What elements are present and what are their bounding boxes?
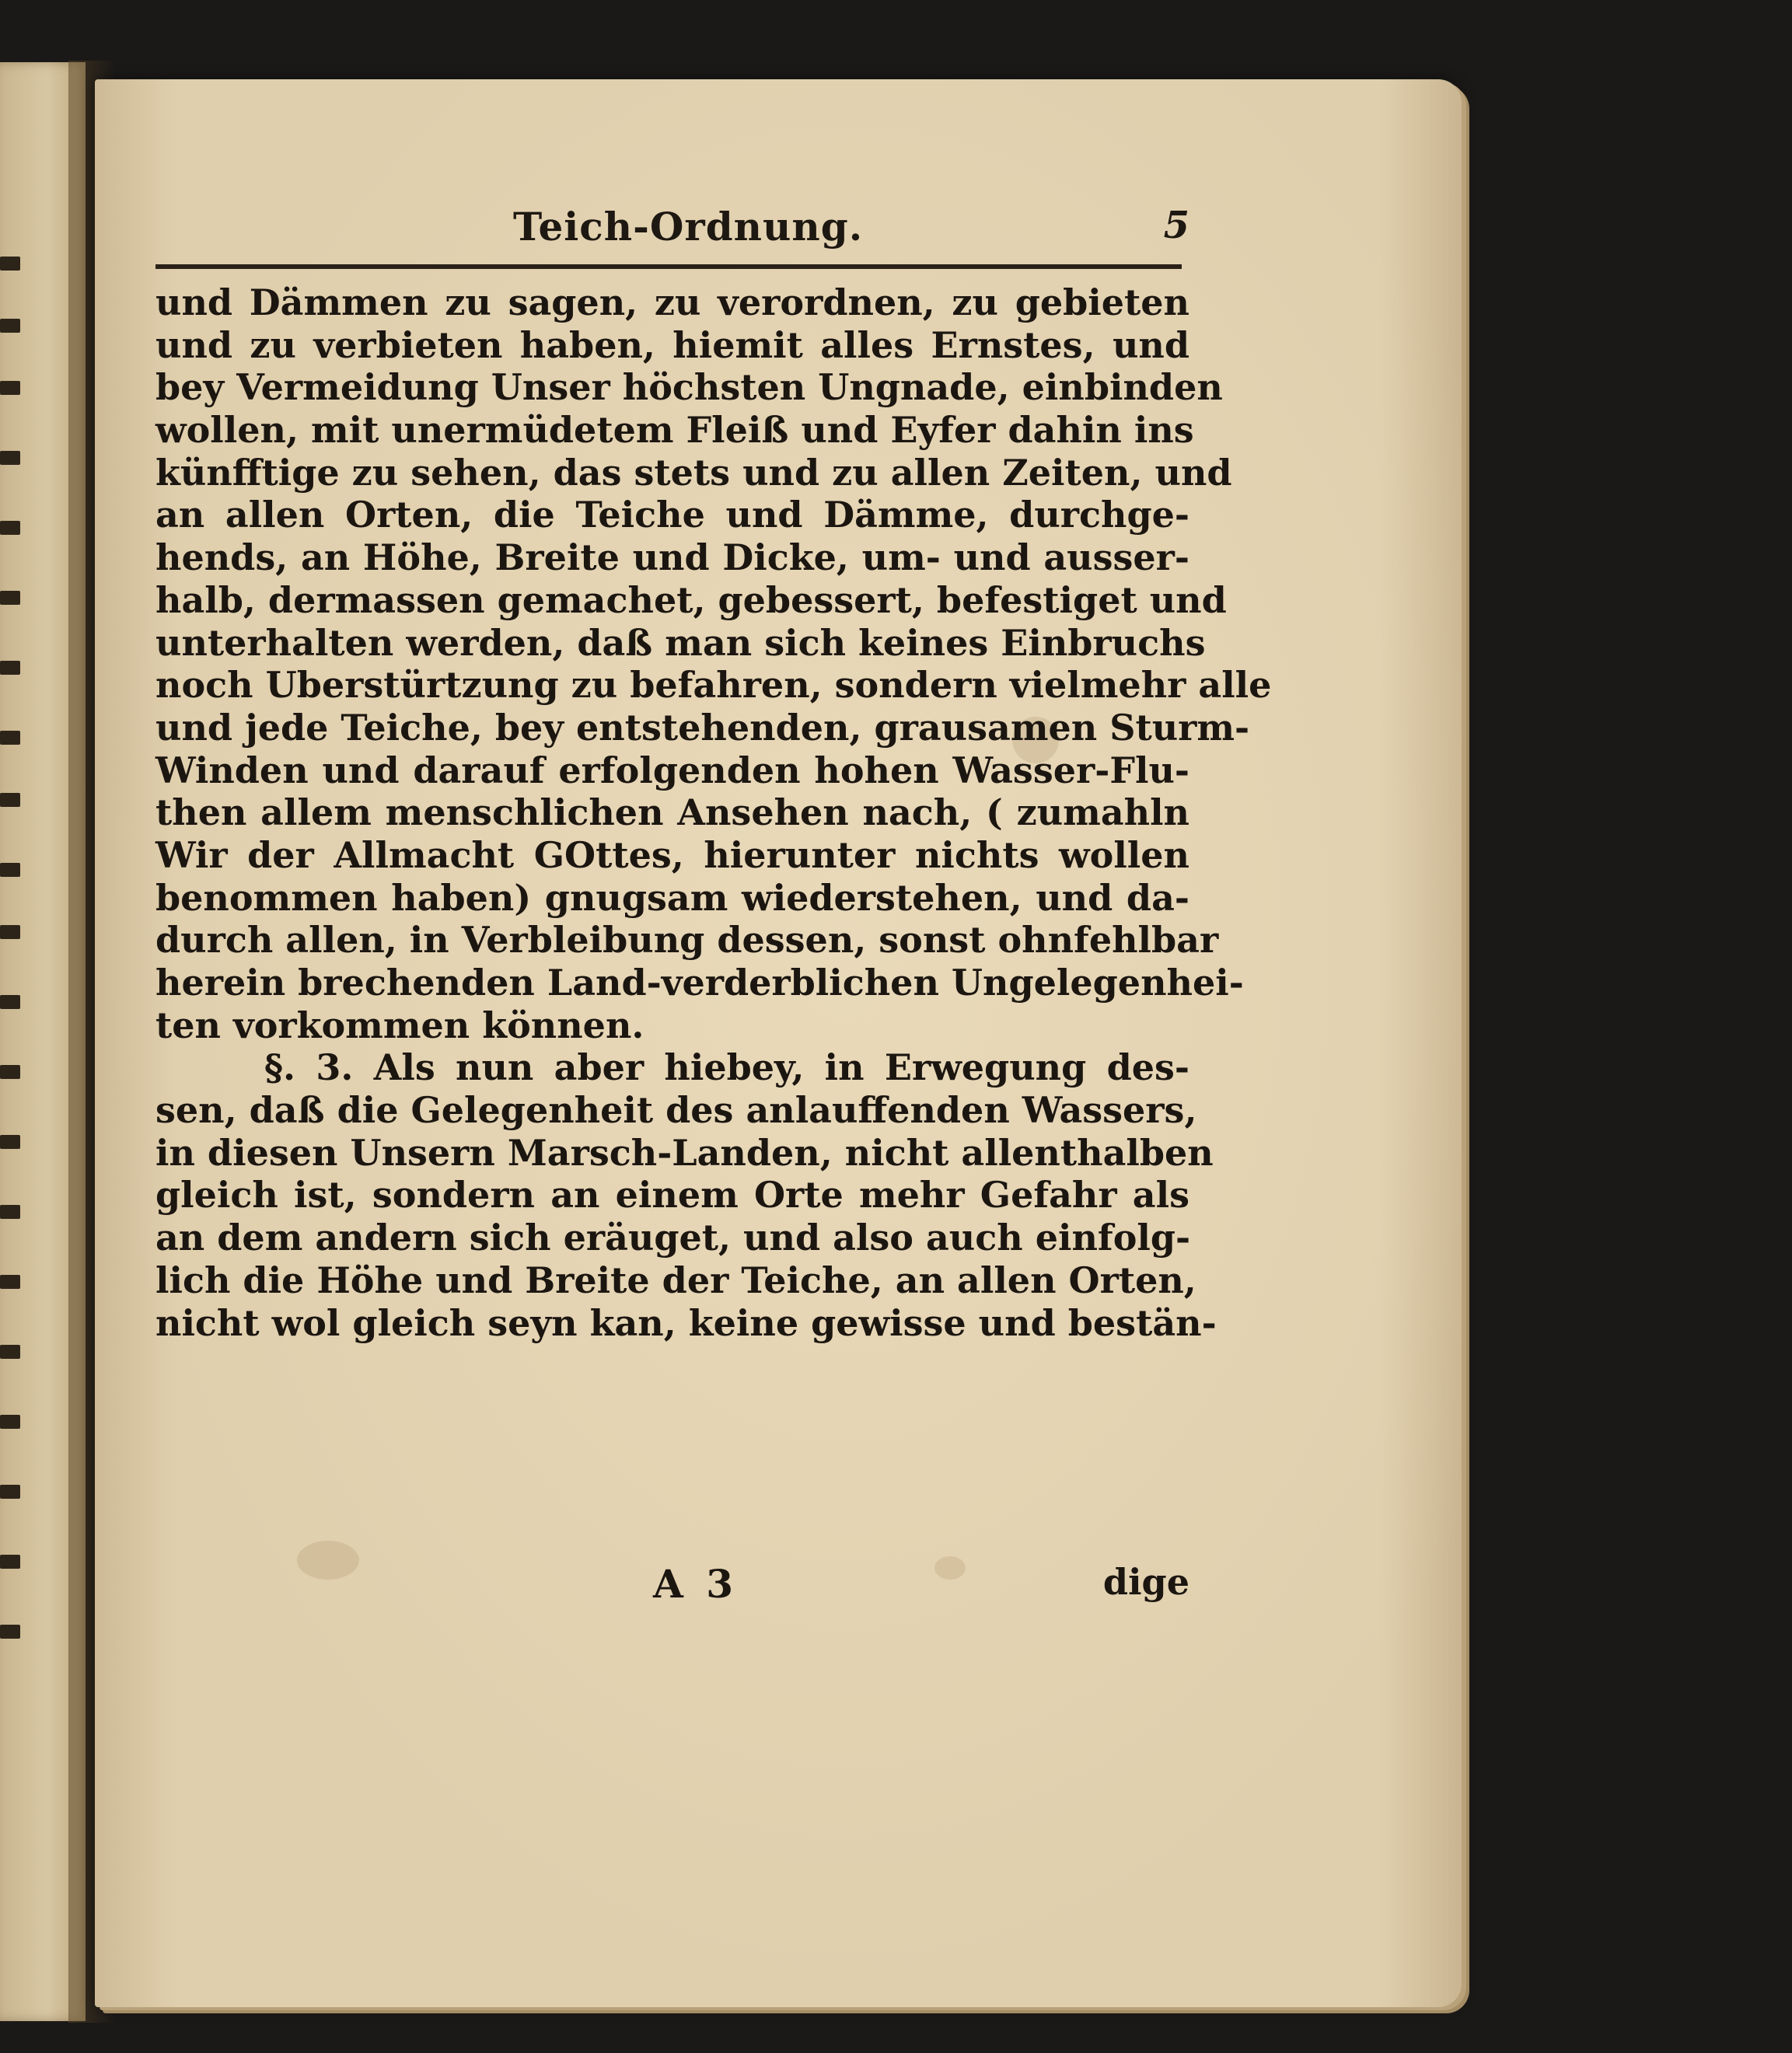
- text-line: halb, dermassen gemachet, gebessert, befestiget und: [155, 578, 1227, 621]
- text-line: an allen Orten, die Teiche und Dämme, durchge-: [155, 494, 1189, 536]
- text-line: und jede Teiche, bey entstehenden, grausamen Sturm-: [155, 706, 1250, 749]
- text-line: durch allen, in Verbleibung dessen, sonst ohnfehlbar: [155, 919, 1219, 962]
- page-header: [155, 204, 1189, 266]
- text-line: benommen haben) gnugsam wiederstehen, und da-: [155, 876, 1189, 919]
- text-line: in diesen Unsern Marsch-Landen, nicht allenthalben: [155, 1131, 1214, 1174]
- page-footer: [155, 1561, 1189, 1615]
- text-line: bey Vermeidung Unser höchsten Ungnade, einbinden: [155, 366, 1223, 409]
- text-line: nicht wol gleich seyn kan, keine gewisse und bestän-: [155, 1301, 1217, 1344]
- running-title: Teich-Ordnung.: [513, 204, 864, 250]
- text-line: künfftige zu sehen, das stets und zu allen Zeiten, und: [155, 451, 1232, 494]
- text-line: und Dämmen zu sagen, zu verordnen, zu gebieten: [155, 281, 1189, 323]
- text-line: hends, an Höhe, Breite und Dicke, um- und ausser-: [155, 536, 1189, 579]
- page-number: 5: [1163, 204, 1189, 247]
- body-text: [155, 281, 1272, 1344]
- text-line: sen, daß die Gelegenheit des anlauffenden Wassers,: [155, 1089, 1197, 1132]
- text-line: ten vorkommen können.: [155, 1004, 644, 1046]
- text-line: wollen, mit unermüdetem Fleiß und Eyfer dahin ins: [155, 409, 1194, 452]
- catchword: dige: [1102, 1561, 1189, 1603]
- text-line: unterhalten werden, daß man sich keines Einbruchs: [155, 621, 1206, 664]
- signature-mark: A 3: [653, 1561, 738, 1607]
- text-line: then allem menschlichen Ansehen nach, ( zumahln: [155, 791, 1189, 834]
- text-line: gleich ist, sondern an einem Orte mehr Gefahr als: [155, 1174, 1189, 1217]
- text-line: noch Uberstürtzung zu befahren, sondern vielmehr alle: [155, 664, 1272, 707]
- section-start-line: §. 3. Als nun aber hiebey, in Erwegung des-: [264, 1046, 1189, 1089]
- text-line: an dem andern sich eräuget, und also auch einfolg-: [155, 1217, 1191, 1259]
- text-line: lich die Höhe und Breite der Teiche, an allen Orten,: [155, 1259, 1196, 1301]
- text-line: und zu verbieten haben, hiemit alles Ernstes, und: [155, 323, 1189, 366]
- header-rule: [155, 264, 1182, 269]
- text-line: Winden und darauf erfolgenden hohen Wasser-Flu-: [155, 749, 1189, 791]
- text-line: Wir der Allmacht GOttes, hierunter nichts wollen: [155, 833, 1189, 876]
- text-line: herein brechenden Land-verderblichen Ungelegenhei-: [155, 962, 1244, 1004]
